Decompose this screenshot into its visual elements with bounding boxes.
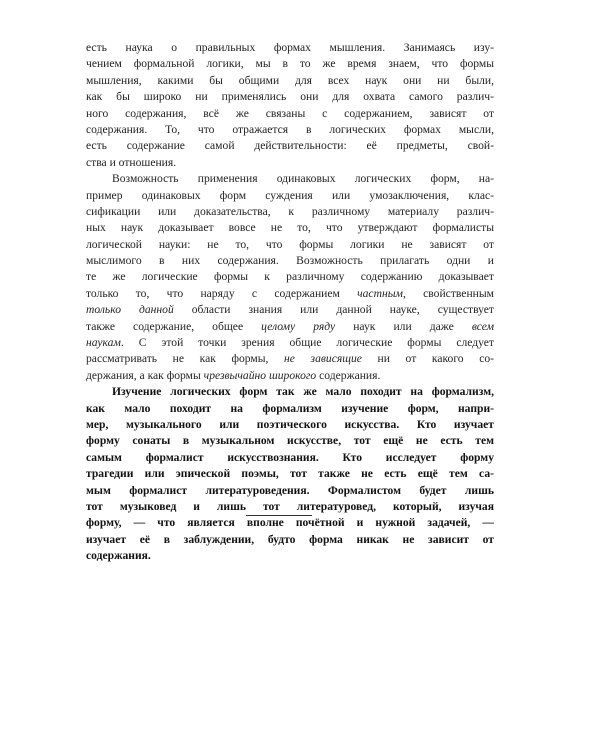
text-line (86, 40, 494, 56)
text-run: содержания. (316, 368, 381, 382)
text-run: пример одинаковых форм суждения или умозаключения, клас- (86, 188, 494, 202)
text-line (86, 89, 494, 105)
text-line (86, 253, 494, 269)
text-run: логической науки: не то, что формы логики не зависят от (86, 237, 494, 251)
text-run: мым формалист литературоведения. Формалистом будет лишь (86, 483, 494, 497)
paragraph-3 (86, 384, 494, 564)
book-page-text (86, 40, 494, 565)
text-run: также содержание, общее (86, 319, 262, 333)
text-run: содержания. То, что отражается в логических формах мысли, (86, 122, 494, 136)
text-line (86, 155, 494, 171)
text-line (86, 499, 494, 515)
paragraph-2 (86, 171, 494, 384)
paragraph-1 (86, 40, 494, 171)
text-run: только то, что наряду с содержанием (86, 286, 358, 300)
text-run: тот музыковед и лишь тот литературовед, который, изучая (86, 499, 494, 513)
text-run: форму сонаты в музыкальном искусстве, тот ещё не есть тем (86, 434, 494, 448)
text-line (86, 483, 494, 499)
text-line (86, 269, 494, 285)
text-line (86, 138, 494, 154)
text-line (86, 171, 494, 187)
section-end-rule (246, 515, 312, 516)
italic-text-run: частным (357, 286, 403, 300)
text-run: сификации или доказательства, к различному материалу различ- (86, 204, 494, 218)
text-line (86, 286, 494, 302)
text-run: самым формалист искусствознания. Кто исследует форму (86, 450, 494, 464)
text-line (86, 433, 494, 449)
text-run: как мало походит на формализм изучение форм, напри- (86, 401, 494, 415)
text-run: есть наука о правильных формах мышления. Занимаясь изу- (86, 41, 494, 54)
text-line (86, 368, 494, 384)
text-run: мышления, какими бы общими для всех наук они ни были, (86, 73, 494, 87)
text-line (86, 106, 494, 122)
text-line (86, 335, 494, 351)
text-run: ного содержания, всё же связаны с содержанием, зависят от (86, 106, 494, 120)
text-line (86, 56, 494, 72)
text-line (86, 237, 494, 253)
text-run: изучает её в заблуждении, будто форма никак не зависит от (86, 532, 494, 546)
text-run: Возможность применения одинаковых логических форм, на- (112, 172, 494, 186)
text-line (86, 73, 494, 89)
text-run: ных наук доказывает вовсе не то, что утверждают формалисты (86, 221, 494, 235)
text-line (86, 319, 494, 335)
text-line (86, 204, 494, 220)
text-run: форму, — что является вполне почётной и нужной задачей, — (86, 516, 494, 530)
text-line (86, 401, 494, 417)
text-run: те же логические формы к различному содержанию доказывает (86, 270, 494, 284)
text-run: области знания или данной науке, существует (173, 303, 494, 317)
text-line (86, 384, 494, 400)
text-run: мер, музыкального или поэтического искусства. Кто изучает (86, 417, 494, 431)
text-run: мыслимого в них содержания. Возможность прилагать одни и (86, 254, 494, 268)
text-run: наук или даже (335, 319, 472, 333)
text-run: Изучение логических форм так же мало походит на формализм, (112, 385, 494, 399)
text-line (86, 466, 494, 482)
text-line (86, 417, 494, 433)
italic-text-run: наукам (86, 336, 121, 350)
italic-text-run: не зависящие (284, 352, 362, 366)
text-line (86, 220, 494, 236)
text-line (86, 188, 494, 204)
text-run: держания, а как формы (86, 368, 204, 382)
text-run: трагедии или эпической поэмы, тот также не есть ещё тем са- (86, 467, 494, 481)
text-line (86, 122, 494, 138)
text-run: , свойственным (402, 286, 494, 300)
text-run: ства и отношения. (86, 155, 177, 169)
text-run: . С этой точки зрения общие логические формы следует (120, 336, 494, 350)
text-line (86, 450, 494, 466)
italic-text-run: чрезвычайно широкого (203, 368, 317, 382)
italic-text-run: только данной (86, 303, 174, 317)
italic-text-run: целому ряду (261, 319, 336, 333)
text-line (86, 302, 494, 318)
text-run: как бы широко ни применялись они для охвата самого различ- (86, 90, 494, 104)
text-line (86, 532, 494, 548)
text-run: содержания. (86, 549, 151, 563)
text-run: чением формальной логики, мы в то же время знаем, что формы (86, 57, 494, 71)
text-line (86, 548, 494, 564)
text-line (86, 351, 494, 367)
italic-text-run: всем (471, 319, 494, 333)
text-run: ни от какого со- (361, 352, 494, 366)
text-run: есть содержание самой действительности: её предметы, свой- (86, 139, 494, 153)
text-line (86, 515, 494, 531)
text-run: рассматривать не как формы, (86, 352, 285, 366)
